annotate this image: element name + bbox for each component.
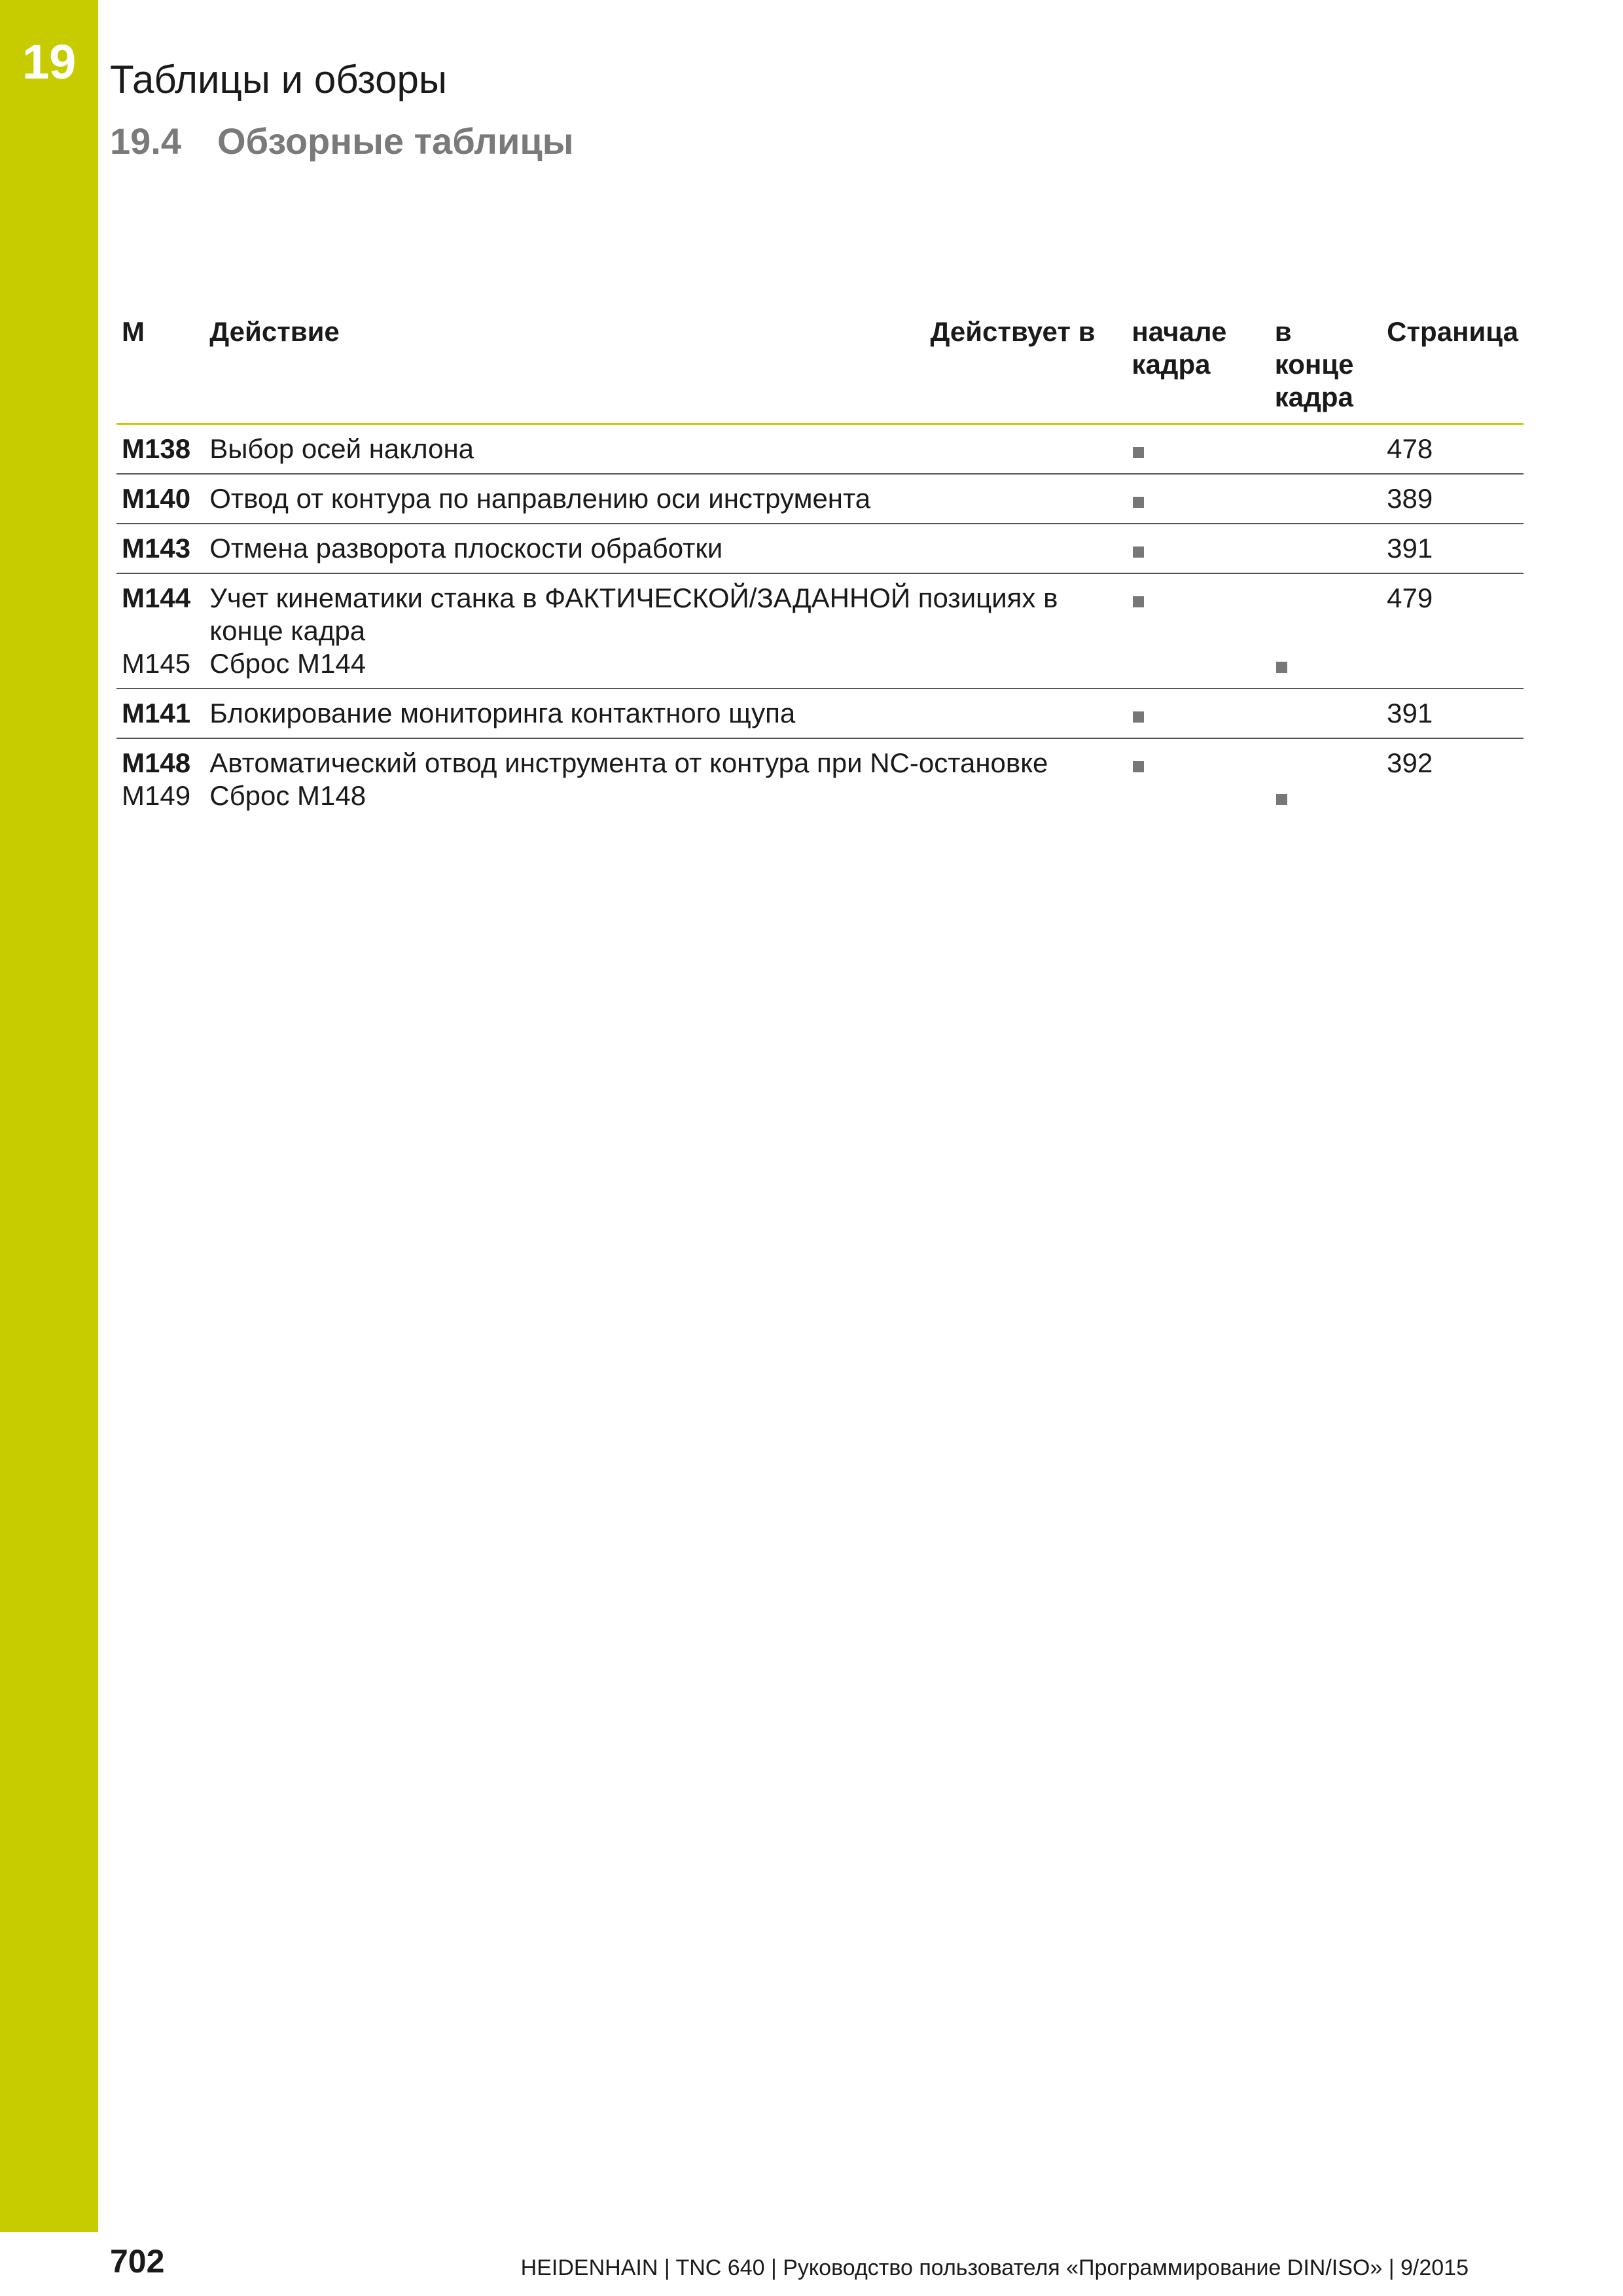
start-cell	[1126, 524, 1269, 573]
table-header-row	[116, 313, 1524, 424]
header-end: в конце кадра	[1270, 313, 1382, 424]
start-mark	[1133, 596, 1144, 607]
action-text: Блокирование мониторинга контактного щупа	[204, 689, 1126, 738]
action-text: Отвод от контура по направлению оси инструмента	[204, 474, 1126, 524]
end-cell	[1270, 573, 1382, 647]
table-row	[116, 738, 1524, 780]
page-ref: 389	[1382, 474, 1524, 524]
start-cell	[1126, 647, 1269, 689]
table-row	[116, 424, 1524, 475]
action-text: Автоматический отвод инструмента от контура при NC-остановке	[209, 747, 1048, 778]
end-cell	[1270, 689, 1382, 738]
page-ref	[1382, 647, 1524, 689]
action-text: Учет кинематики станка в ФАКТИЧЕСКОЙ/ЗАДАННОЙ позициях в конце кадра	[209, 583, 1058, 646]
page-number: 702	[110, 2243, 165, 2280]
end-cell	[1270, 474, 1382, 524]
start-cell	[1126, 573, 1269, 647]
action-text: Сброс M148	[209, 780, 366, 811]
start-mark	[1133, 497, 1144, 508]
m-code: M149	[122, 780, 191, 811]
m-code: M141	[116, 689, 204, 738]
m-code: M148	[122, 747, 191, 778]
m-functions-table	[116, 313, 1524, 820]
section-number: 19.4	[110, 120, 181, 162]
start-cell	[1126, 689, 1269, 738]
m-code: M145	[116, 647, 204, 689]
table-row	[116, 524, 1524, 573]
end-mark	[1276, 794, 1287, 805]
start-mark	[1133, 711, 1144, 723]
end-cell	[1270, 647, 1382, 689]
start-cell	[1126, 424, 1269, 475]
header-page: Страница	[1382, 313, 1524, 424]
start-cell	[1126, 780, 1269, 820]
end-mark	[1276, 662, 1287, 673]
end-cell	[1270, 524, 1382, 573]
start-mark	[1133, 547, 1144, 558]
table-row	[116, 780, 1524, 820]
table-row	[116, 647, 1524, 689]
header-acts-in: Действует в	[871, 313, 1126, 424]
start-cell	[1126, 474, 1269, 524]
page-ref	[1382, 780, 1524, 820]
section-heading	[110, 120, 574, 162]
section-title: Обзорные таблицы	[217, 120, 574, 162]
m-code: M144	[122, 583, 191, 613]
header-m: M	[116, 313, 204, 424]
m-code: M138	[116, 424, 204, 475]
chapter-title: Таблицы и обзоры	[110, 58, 447, 101]
chapter-number: 19	[22, 35, 77, 89]
start-mark	[1133, 761, 1144, 772]
footer-text: HEIDENHAIN | TNC 640 | Руководство пользователя «Программирование DIN/ISO» | 9/2015	[520, 2255, 1469, 2280]
header-start: начале кадра	[1126, 313, 1269, 424]
chapter-side-bar	[0, 0, 98, 2232]
action-text: Отмена разворота плоскости обработки	[204, 524, 1126, 573]
end-cell	[1270, 780, 1382, 820]
page-ref: 392	[1387, 747, 1433, 778]
table-row	[116, 689, 1524, 738]
m-code: M143	[116, 524, 204, 573]
end-cell	[1270, 424, 1382, 475]
page-ref: 479	[1387, 583, 1433, 613]
page-ref: 478	[1382, 424, 1524, 475]
action-text: Выбор осей наклона	[204, 424, 1126, 475]
table-row	[116, 573, 1524, 647]
action-text: Сброс M144	[204, 647, 1126, 689]
table-row	[116, 474, 1524, 524]
start-mark	[1133, 447, 1144, 458]
page-ref: 391	[1382, 689, 1524, 738]
start-cell	[1126, 738, 1269, 780]
end-cell	[1270, 738, 1382, 780]
header-action: Действие	[204, 313, 871, 424]
page-ref: 391	[1382, 524, 1524, 573]
m-code: M140	[116, 474, 204, 524]
